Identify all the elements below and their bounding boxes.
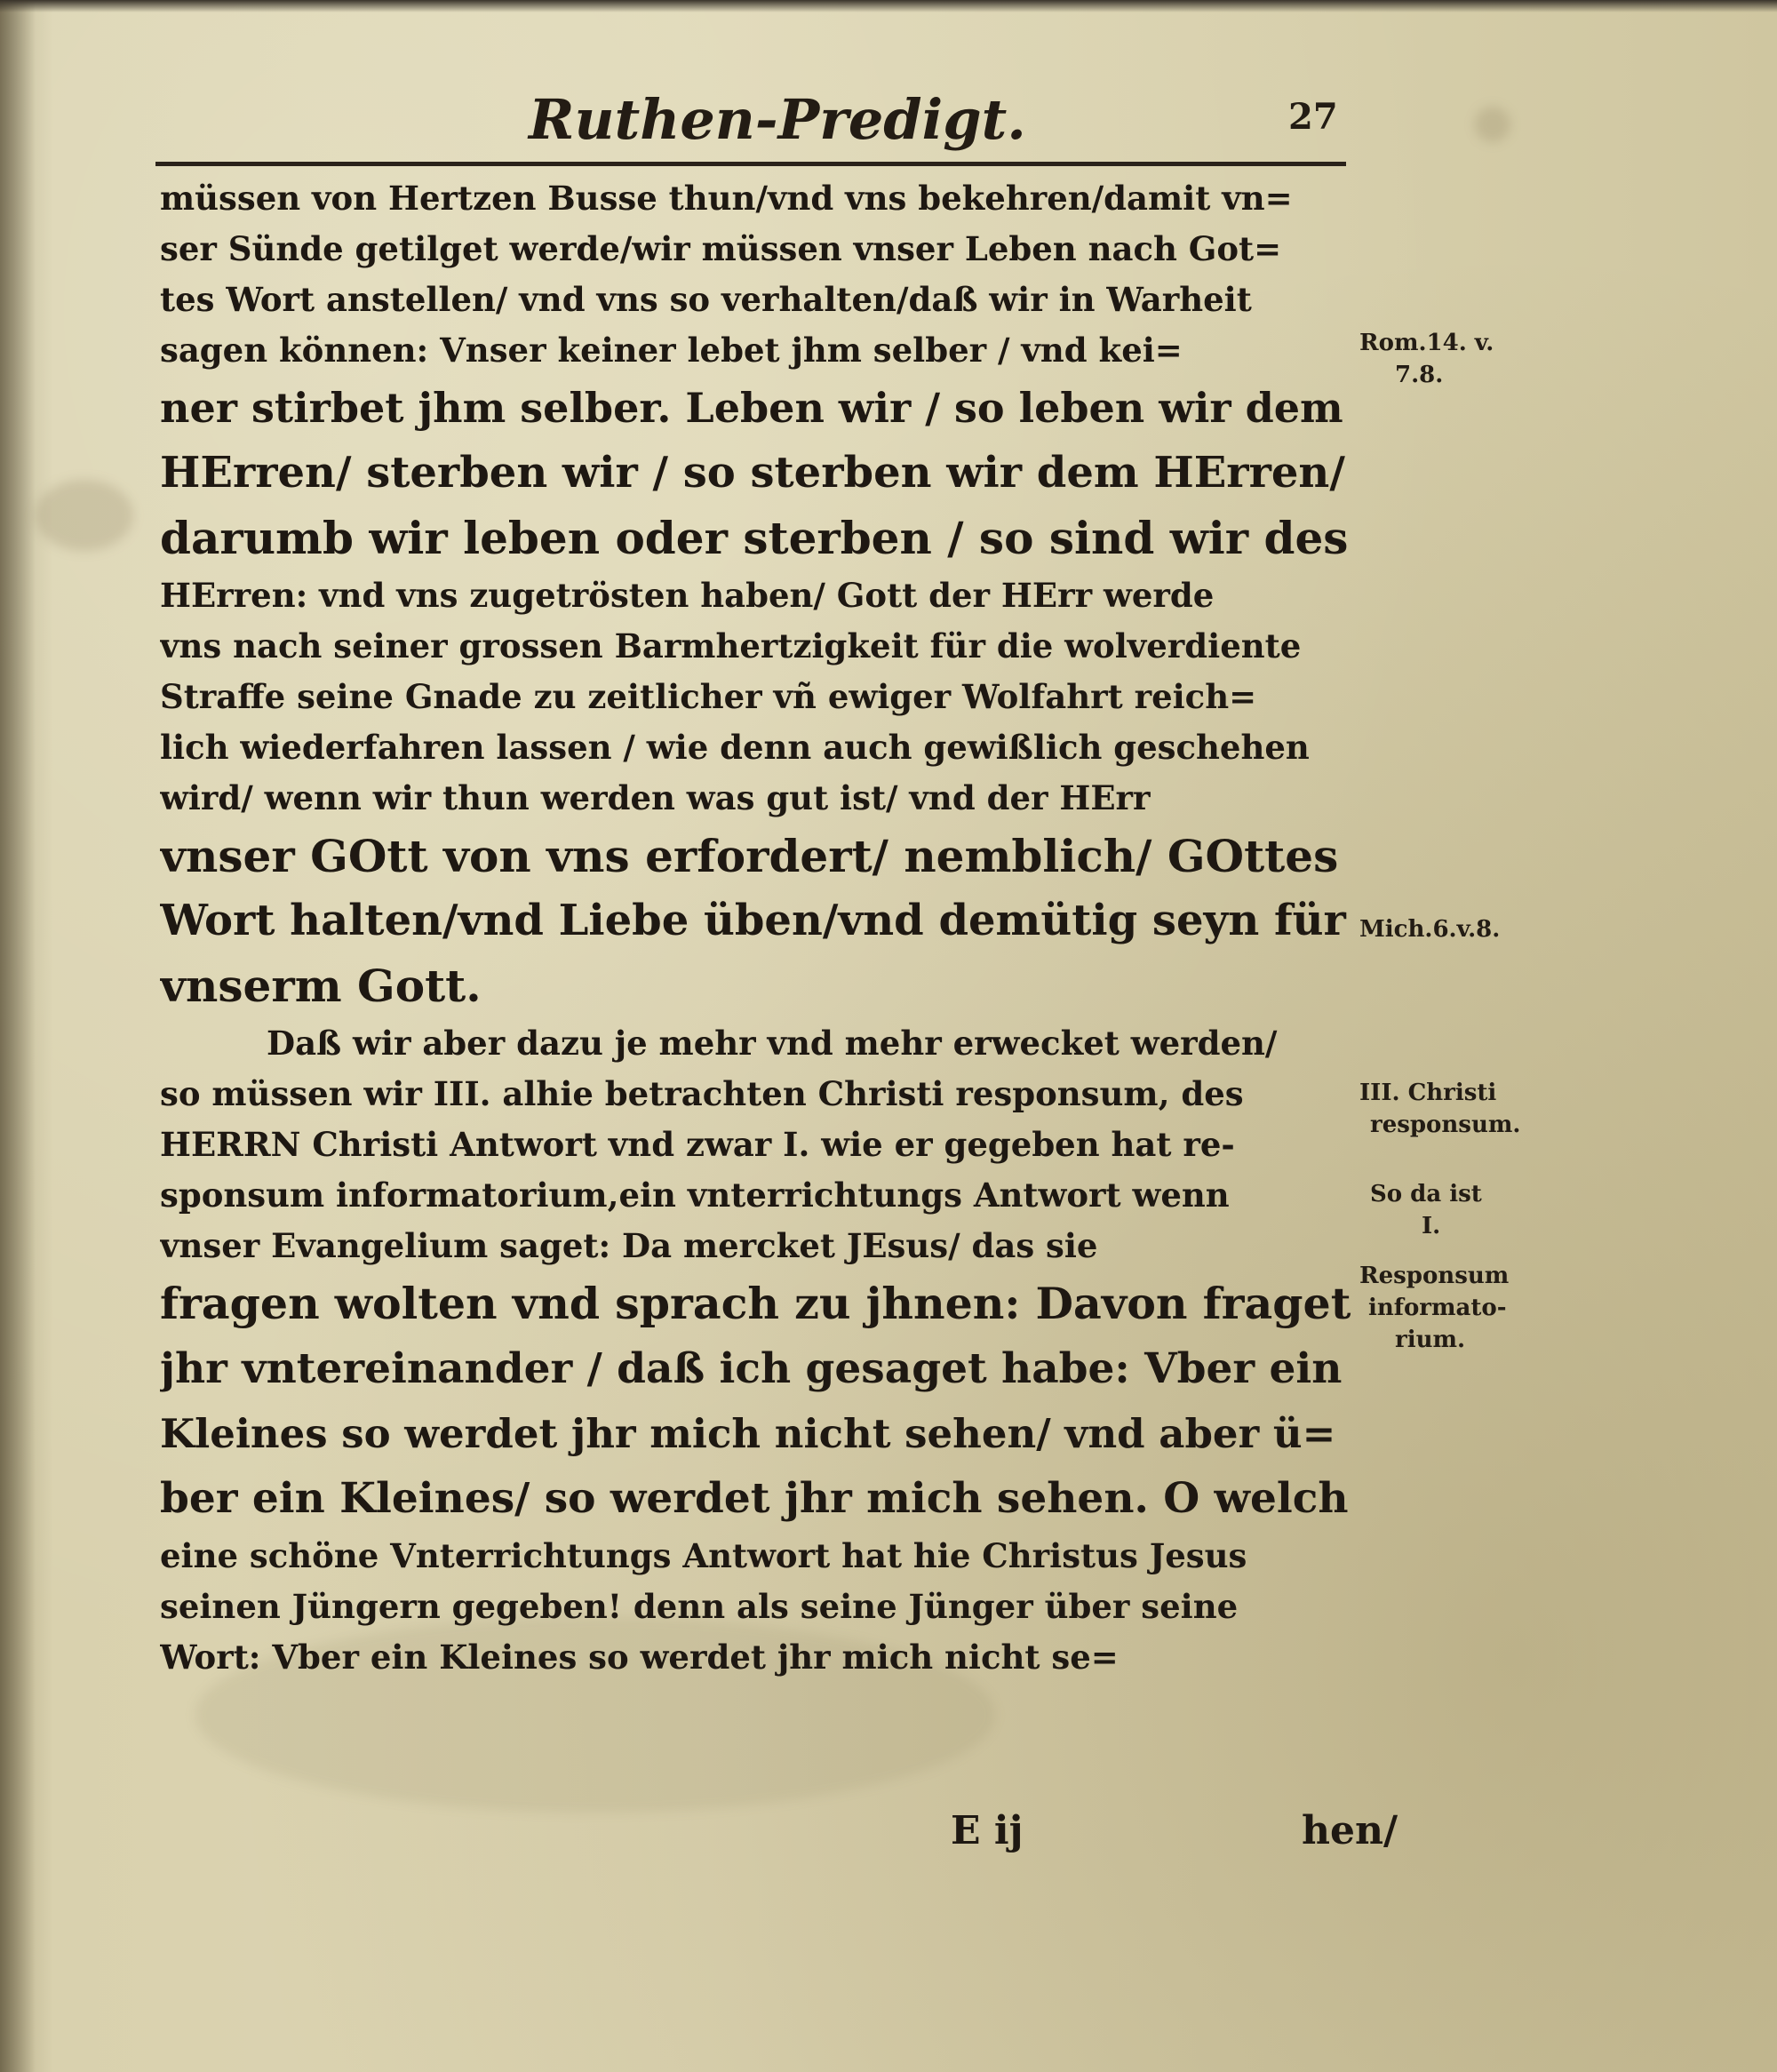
margin-note-line: rium.	[1395, 1327, 1466, 1353]
margin-note-responsum	[1359, 1260, 1564, 1356]
margin-note-line: informato-	[1368, 1295, 1507, 1321]
text-line: vnserm Gott.	[160, 960, 482, 1012]
text-line: darumb wir leben oder sterben / so sind wir des	[160, 512, 1349, 564]
margin-note-line: Rom.14. v.	[1359, 330, 1494, 356]
text-line: sponsum informatorium,ein vnterrichtungs Antwort wenn	[160, 1175, 1230, 1215]
margin-note-line: So da ist	[1370, 1181, 1482, 1207]
text-line: HERRN Christi Antwort vnd zwar I. wie er gegeben hat re-	[160, 1125, 1235, 1164]
text-line: vnser GOtt von vns erfordert/ nemblich/ GOttes	[160, 830, 1339, 882]
text-line: vns nach seiner grossen Barmhertzigkeit für die wolverdiente	[160, 626, 1302, 665]
text-line: seinen Jüngern gegeben! denn als seine Jünger über seine	[160, 1587, 1239, 1626]
catchword: hen/	[1302, 1808, 1398, 1853]
text-line: eine schöne Vnterrichtungs Antwort hat hie Christus Jesus	[160, 1536, 1247, 1575]
signature-mark: E ij	[951, 1808, 1024, 1853]
gutter-shadow	[0, 0, 36, 2072]
text-line: vnser Evangelium saget: Da mercket JEsus/ das sie	[160, 1226, 1098, 1265]
text-line: tes Wort anstellen/ vnd vns so verhalten/daß wir in Warheit	[160, 280, 1252, 319]
text-line: so müssen wir III. alhie betrachten Christi responsum, des	[160, 1074, 1244, 1113]
text-line: HErren: vnd vns zugetrösten haben/ Gott der HErr werde	[160, 576, 1215, 615]
paper-stain	[36, 480, 133, 551]
text-line: Daß wir aber dazu je mehr vnd mehr erwecket werden/	[267, 1024, 1278, 1063]
margin-note-line: Mich.6.v.8.	[1359, 916, 1501, 943]
text-line: Straffe seine Gnade zu zeitlicher vñ ewiger Wolfahrt reich=	[160, 677, 1257, 716]
text-line: sagen können: Vnser keiner lebet jhm selber / vnd kei=	[160, 331, 1183, 370]
body-text	[160, 173, 1355, 1683]
margin-note-sub1	[1359, 1178, 1564, 1242]
page-top-edge	[0, 0, 1777, 12]
text-line: ber ein Kleines/ so werdet jhr mich sehen. O welch	[160, 1474, 1349, 1523]
text-line: HErren/ sterben wir / so sterben wir dem HErren/	[160, 448, 1345, 498]
margin-note-rom	[1359, 327, 1564, 391]
page-number: 27	[1288, 96, 1338, 138]
margin-note-mich	[1359, 913, 1564, 945]
text-line: ser Sünde getilget werde/wir müssen vnser Leben nach Got=	[160, 229, 1282, 268]
margin-note-line: Responsum	[1359, 1263, 1510, 1289]
page-header	[155, 80, 1346, 169]
header-rule	[155, 162, 1346, 166]
margin-note-line: III. Christi	[1359, 1080, 1497, 1106]
text-line: Wort halten/vnd Liebe üben/vnd demütig seyn für	[160, 896, 1346, 945]
text-line: ner stirbet jhm selber. Leben wir / so leben wir dem	[160, 384, 1343, 432]
text-line: Kleines so werdet jhr mich nicht sehen/ vnd aber ü=	[160, 1410, 1336, 1457]
margin-note-section3	[1359, 1077, 1564, 1141]
text-line: müssen von Hertzen Busse thun/vnd vns bekehren/damit vn=	[160, 179, 1293, 218]
text-line: Wort: Vber ein Kleines so werdet jhr mich nicht se=	[160, 1638, 1119, 1677]
text-line: wird/ wenn wir thun werden was gut ist/ vnd der HErr	[160, 778, 1151, 817]
page-footer	[160, 1808, 1398, 1870]
text-line: lich wiederfahren lassen / wie denn auch gewißlich geschehen	[160, 728, 1310, 767]
margin-note-line: responsum.	[1370, 1112, 1521, 1138]
margin-note-line: I.	[1422, 1213, 1441, 1239]
text-line: jhr vntereinander / daß ich gesaget habe: Vber ein	[160, 1344, 1343, 1393]
paper-stain	[1475, 107, 1510, 142]
margin-note-line: 7.8.	[1395, 362, 1444, 388]
running-title: Ruthen-Predigt.	[529, 87, 1026, 152]
text-line: fragen wolten vnd sprach zu jhnen: Davon fraget	[160, 1278, 1351, 1329]
